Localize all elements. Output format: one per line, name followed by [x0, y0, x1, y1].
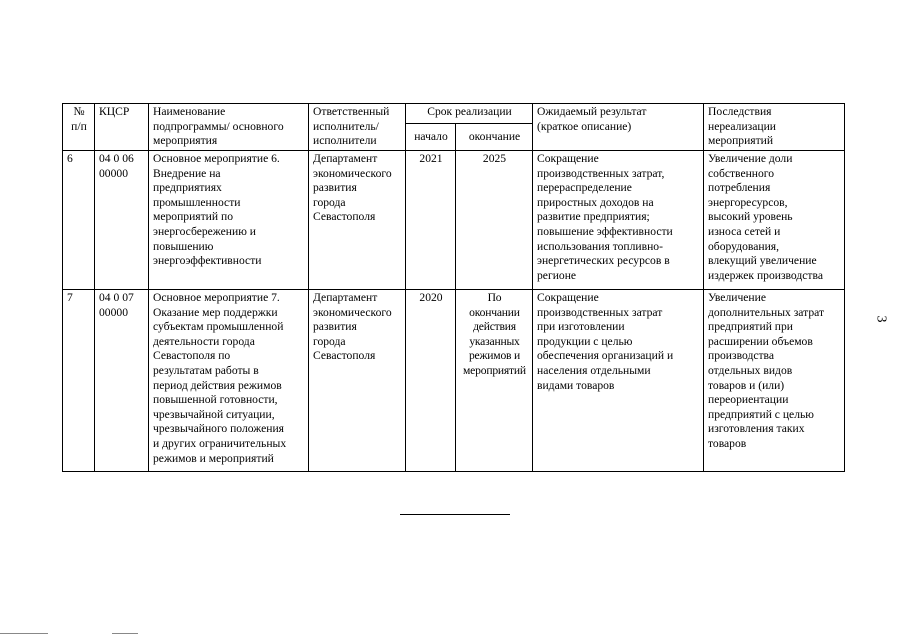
header-consequences: Последствия нереализации мероприятий	[704, 104, 845, 151]
header-result: Ожидаемый результат (краткое описание)	[533, 104, 704, 151]
row-end: По окончании действия указанных режимов и мероприятий	[456, 290, 533, 472]
row-num: 7	[63, 290, 95, 472]
header-responsible: Ответственный исполнитель/ исполнители	[309, 104, 406, 151]
row-end: 2025	[456, 151, 533, 290]
table-row	[63, 290, 845, 472]
row-responsible: Департамент экономического развития города Севастополя	[309, 151, 406, 290]
row-responsible: Департамент экономического развития города Севастополя	[309, 290, 406, 472]
header-start: начало	[406, 124, 456, 151]
row-result: Сокращение производственных затрат, перераспределение приростных доходов на развитие предприятия; повышение эффективности использования топливно- энергетических ресурсов в регионе	[533, 151, 704, 290]
row-num: 6	[63, 151, 95, 290]
program-table	[62, 103, 845, 472]
scan-edge-mark	[112, 633, 138, 634]
header-term: Срок реализации	[406, 104, 533, 124]
header-row	[63, 104, 845, 124]
table-row	[63, 151, 845, 290]
header-end: окончание	[456, 124, 533, 151]
row-result: Сокращение производственных затрат при изготовлении продукции с целью обеспечения организаций и населения отдельными видами товаров	[533, 290, 704, 472]
row-start: 2020	[406, 290, 456, 472]
row-kcsr: 04 0 06 00000	[95, 151, 149, 290]
row-start: 2021	[406, 151, 456, 290]
page-number: 3	[873, 315, 889, 323]
row-consequences: Увеличение дополнительных затрат предприятий при расширении объемов производства отдельных видов товаров и (или) переориентации предприятий с целью изготовления таких товаров	[704, 290, 845, 472]
row-kcsr: 04 0 07 00000	[95, 290, 149, 472]
header-num: № п/п	[63, 104, 95, 151]
header-name: Наименование подпрограммы/ основного мероприятия	[149, 104, 309, 151]
scan-edge-mark	[0, 633, 48, 634]
footer-divider	[400, 514, 510, 515]
row-name: Основное мероприятие 7. Оказание мер поддержки субъектам промышленной деятельности города Севастополя по результатам работы в период действия режимов повышенной готовности, чрезвычайной ситуации, чрезвычайного положения и других ограничительных режимов и мероприятий	[149, 290, 309, 472]
header-kcsr: КЦСР	[95, 104, 149, 151]
row-consequences: Увеличение доли собственного потребления энергоресурсов, высокий уровень износа сетей и оборудования, влекущий увеличение издержек производства	[704, 151, 845, 290]
row-name: Основное мероприятие 6. Внедрение на предприятиях промышленности мероприятий по энергосбережению и повышению энергоэффективности	[149, 151, 309, 290]
